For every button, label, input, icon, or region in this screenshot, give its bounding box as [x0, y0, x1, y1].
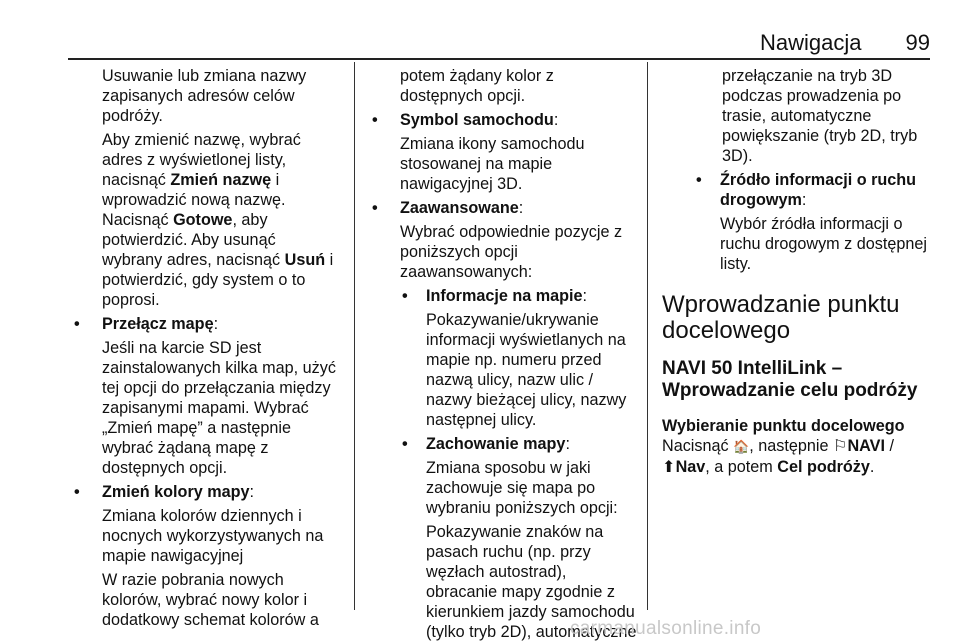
text-line: powiększanie (tryb 2D, tryb — [722, 127, 918, 145]
column-divider-1 — [354, 62, 355, 610]
text-line: Nacisnąć 🏠, następnie ⚐NAVI / — [662, 437, 894, 455]
text-line: wybraniu poniższych opcji: — [426, 499, 618, 517]
column-2 — [366, 66, 644, 642]
watermark: carmanualsonline.info — [570, 618, 762, 639]
text-line: nazwą ulicy, nazw ulic / — [426, 371, 594, 389]
text-line: zaawansowanych: — [400, 263, 533, 281]
text-line: Zmiana sposobu w jaki — [426, 459, 591, 477]
text-line: węzłach autostrad), — [426, 563, 567, 581]
text-line: podczas prowadzenia po — [722, 87, 902, 105]
page-number: 99 — [905, 30, 930, 55]
text-line: wybrany adres, nacisnąć Usuń i — [102, 251, 334, 269]
text-line: potem żądany kolor z — [400, 67, 554, 85]
text-line: nocnych wykorzystywanych na — [102, 527, 324, 545]
bullet-item — [68, 314, 348, 478]
text-line: kierunkiem jazdy samochodu — [426, 603, 635, 621]
text-line: nazwy bieżącej ulicy, nazwy — [426, 391, 627, 409]
text-line: poprosi. — [102, 291, 160, 309]
text-line: zachowuje się mapa po — [426, 479, 596, 497]
text-line: Pokazywanie znaków na — [426, 523, 604, 541]
bullet-title: • Informacje na mapie: — [426, 286, 644, 306]
text-line: Wybrać odpowiednie pozycje z — [400, 223, 623, 241]
text-line: poniższych opcji — [400, 243, 518, 261]
text-line: 3D). — [722, 147, 753, 165]
text-line: przełączanie na tryb 3D — [722, 67, 893, 85]
paragraph — [366, 66, 644, 106]
subsection-heading: NAVI 50 IntelliLink – — [662, 358, 843, 379]
text-line: potwierdzić. Aby usunąć — [102, 231, 276, 249]
text-line: zapisanych adresów celów — [102, 87, 295, 105]
bullet-title: • Przełącz mapę: — [102, 314, 348, 334]
bullet-title: • Zachowanie mapy: — [426, 434, 644, 454]
subsection-heading: Wprowadzanie celu podróży — [662, 380, 918, 401]
header-rule — [68, 58, 930, 60]
paragraph — [68, 130, 348, 310]
text-line: podróży. — [102, 107, 163, 125]
bullet-title: • Zaawansowane: — [400, 198, 644, 218]
text-line: wybrać żądaną mapę z — [102, 439, 269, 457]
text-line: mapie np. numeru przed — [426, 351, 602, 369]
text-line: Usuwanie lub zmiana nazwy — [102, 67, 307, 85]
text-line: adres z wyświetlonej listy, — [102, 151, 287, 169]
section-title: Nawigacja — [760, 30, 862, 55]
column-1 — [68, 66, 348, 630]
menu-term: Gotowe — [173, 211, 233, 229]
sub-bullet-item — [366, 434, 644, 642]
text-line: ruchu drogowym z dostępnej — [720, 235, 927, 253]
text-line: Zmiana ikony samochodu — [400, 135, 585, 153]
text-line: pasach ruchu (np. przy — [426, 543, 591, 561]
bullet-title: drogowym: — [720, 191, 807, 209]
text-line: listy. — [720, 255, 752, 273]
flag-icon: ⚐ — [832, 437, 848, 455]
column-3 — [662, 66, 952, 477]
text-line: dostępnych opcji. — [102, 459, 228, 477]
text-line: kolorów, wybrać nowy kolor i — [102, 591, 308, 609]
paragraph — [662, 66, 952, 166]
text-line: zainstalowanych kilka map, użyć — [102, 359, 336, 377]
text-line: Wybór źródła informacji o — [720, 215, 903, 233]
text-line: trasie, automatyczne — [722, 107, 872, 125]
text-line: obracanie mapy zgodnie z — [426, 583, 615, 601]
bullet-item — [366, 198, 644, 282]
text-line: Jeśli na karcie SD jest — [102, 339, 262, 357]
menu-term: Zmień nazwę — [170, 171, 272, 189]
bullet-title: • Źródło informacji o ruchu — [720, 170, 952, 190]
text-line: dostępnych opcji. — [400, 87, 526, 105]
text-line: „Zmień mapę” a następnie — [102, 419, 291, 437]
text-line: Nacisnąć Gotowe, aby — [102, 211, 268, 229]
menu-term: Usuń — [284, 251, 326, 269]
text-line: nacisnąć Zmień nazwę i — [102, 171, 280, 189]
text-line: Pokazywanie/ukrywanie — [426, 311, 599, 329]
topic-heading: Wybieranie punktu docelowego — [662, 417, 905, 435]
text-line: tej opcji do przełączania między — [102, 379, 331, 397]
bullet-title: • Symbol samochodu: — [400, 110, 644, 130]
home-icon: 🏠 — [733, 439, 750, 454]
text-line: dodatkowy schemat kolorów a — [102, 611, 319, 629]
sub-bullet-item — [662, 170, 952, 274]
nav-arrow-icon: ⬆ — [662, 458, 676, 476]
text-line: W razie pobrania nowych — [102, 571, 284, 589]
text-line: Aby zmienić nazwę, wybrać — [102, 131, 301, 149]
text-line: Zmiana kolorów dziennych i — [102, 507, 302, 525]
text-line: nawigacyjnej 3D. — [400, 175, 523, 193]
paragraph — [68, 66, 348, 126]
sub-bullet-item — [366, 286, 644, 430]
bullet-item — [366, 110, 644, 194]
text-line: (tylko tryb 2D), automatyczne — [426, 623, 637, 641]
text-line: wprowadzić nową nazwę. — [102, 191, 286, 209]
bullet-item — [68, 482, 348, 630]
text-line: następnej ulicy. — [426, 411, 537, 429]
section-heading: docelowego — [662, 317, 791, 344]
text-line: potwierdzić, gdy system o to — [102, 271, 306, 289]
text-line: zapisanymi mapami. Wybrać — [102, 399, 309, 417]
page-header — [760, 30, 930, 56]
text-line: mapie nawigacyjnej — [102, 547, 244, 565]
text-line: ⬆Nav, a potem Cel podróży. — [662, 458, 875, 476]
text-line: stosowanej na mapie — [400, 155, 553, 173]
text-line: informacji wyświetlanych na — [426, 331, 626, 349]
column-divider-2 — [647, 62, 648, 610]
bullet-title: • Zmień kolory mapy: — [102, 482, 348, 502]
section-heading: Wprowadzanie punktu — [662, 291, 900, 318]
